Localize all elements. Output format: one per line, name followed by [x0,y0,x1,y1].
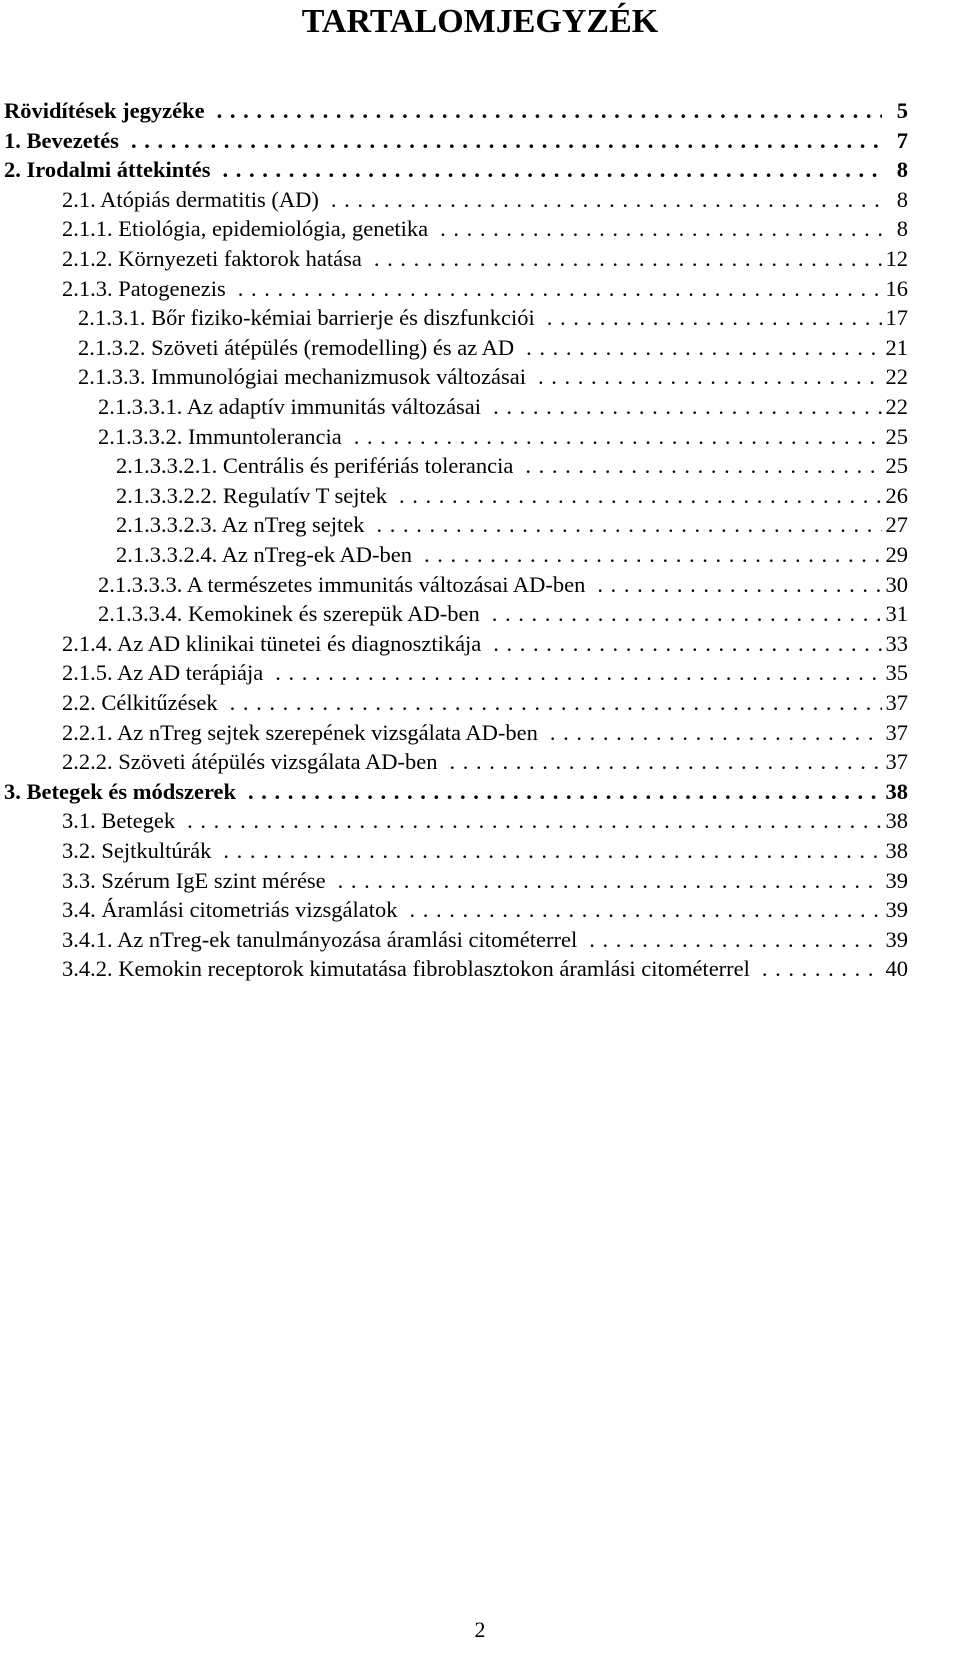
toc-entry[interactable] [78,362,908,392]
toc-entry-page: 17 [885,305,908,331]
toc-entry-label: 2.2. Célkitűzések [62,690,218,715]
dot-leader [410,895,882,925]
toc-entry-label: 2.1. Atópiás dermatitis (AD) [62,186,319,212]
toc-entry[interactable] [62,954,908,984]
dot-leader [338,866,882,896]
toc-entry-label: 2.1.3.3.2.3. Az nTreg sejtek [116,512,365,538]
toc-entry-page: 29 [885,542,908,567]
toc-entry-page: 8 [896,157,908,183]
toc-entry-label: 2.1.3.2. Szöveti átépülés (remodelling) és az AD [78,334,515,360]
toc-entry-label: 2.1.1. Etiológia, epidemiológia, genetika [62,216,429,242]
toc-entry-label: 2. Irodalmi áttekintés [4,157,211,183]
dot-leader [762,954,882,984]
toc-entry[interactable] [98,422,908,452]
dot-leader [248,777,881,807]
toc-entry[interactable] [62,688,908,718]
dot-leader [131,126,882,156]
toc-entry-page: 16 [885,275,908,301]
toc-entry-label: Rövidítések jegyzéke [4,98,205,123]
toc-entry-page: 12 [885,246,908,271]
toc-entry-label: 2.1.3.3.2.2. Regulatív T sejtek [116,482,388,508]
toc-entry-label: 2.1.3.3.2. Immuntolerancia [98,423,342,449]
toc-entry-label: 2.2.1. Az nTreg sejtek szerepének vizsgálata AD-ben [62,719,538,745]
dot-leader [331,185,882,215]
toc-entry[interactable] [62,185,908,215]
toc-entry-label: 3.4. Áramlási citometriás vizsgálatok [62,897,398,923]
toc-entry-page: 8 [896,216,908,242]
toc-entry-label: 2.1.3. Patogenezis [62,275,226,301]
dot-leader [187,806,881,836]
toc-entry-page: 7 [896,127,908,153]
toc-entry[interactable] [62,629,908,659]
toc-entry-page: 21 [885,334,908,360]
dot-leader [230,688,882,718]
dot-leader [597,570,881,600]
dot-leader [377,510,882,540]
toc-entry[interactable] [98,570,908,600]
dot-leader [217,96,882,126]
toc-entry-label: 2.1.3.1. Bőr fiziko-kémiai barrierje és diszfunkciói [78,305,535,331]
dot-leader [450,747,882,777]
toc-entry-label: 3.3. Szérum IgE szint mérése [62,867,326,893]
toc-entry[interactable] [62,274,908,304]
toc-entry-page: 25 [885,453,908,479]
toc-entry-label: 2.1.5. Az AD terápiája [62,660,264,686]
toc-entry[interactable] [62,718,908,748]
dot-leader [538,362,881,392]
toc-entry-label: 3.4.2. Kemokin receptorok kimutatása fibroblasztokon áramlási citométerrel [62,956,750,982]
dot-leader [238,274,882,304]
toc-entry[interactable] [62,895,908,925]
toc-entry-label: 2.1.3.3.3. A természetes immunitás változásai AD-ben [98,571,586,597]
toc-entry[interactable] [62,214,908,244]
toc-entry-page: 37 [885,690,908,715]
toc-entry-page: 40 [885,956,908,982]
dot-leader [424,540,881,570]
toc-entry-page: 30 [885,571,908,597]
toc-entry-page: 38 [885,838,908,863]
toc-entry-page: 22 [885,364,908,390]
toc-entry-label: 3.4.1. Az nTreg-ek tanulmányozása áramlási citométerrel [62,926,578,952]
toc-entry-label: 2.1.3.3.2.4. Az nTreg-ek AD-ben [116,542,413,567]
toc-entry-page: 39 [885,897,908,923]
dot-leader [547,303,882,333]
toc-entry-label: 3.1. Betegek [62,808,176,834]
toc-entry[interactable] [4,777,908,807]
toc-entry[interactable] [98,392,908,422]
toc-entry[interactable] [78,303,908,333]
toc-entry-page: 35 [885,660,908,686]
dot-leader [492,599,882,629]
toc-entry-page: 38 [885,808,908,834]
dot-leader [440,214,882,244]
dot-leader [354,422,882,452]
toc-entry-page: 31 [885,601,908,627]
toc-entry-label: 3. Betegek és módszerek [4,778,237,804]
toc-entry-page: 37 [885,749,908,775]
toc-entry-page: 8 [896,186,908,212]
dot-leader [589,925,881,955]
toc-entry-label: 2.1.3.3.1. Az adaptív immunitás változásai [98,394,482,419]
toc-entry[interactable] [62,806,908,836]
toc-entry[interactable] [78,333,908,363]
toc-entry[interactable] [62,836,908,866]
toc-entry[interactable] [116,481,908,511]
toc-entry-page: 37 [885,719,908,745]
toc-entry-page: 39 [885,867,908,893]
toc-entry[interactable] [4,96,908,126]
toc-entry-label: 2.1.4. Az AD klinikai tünetei és diagnosztikája [62,630,482,656]
toc-entry[interactable] [116,451,908,481]
page-title: TARTALOMJEGYZÉK [301,3,659,40]
toc-entry[interactable] [98,599,908,629]
toc-entry[interactable] [4,126,908,156]
toc-entry[interactable] [62,244,908,274]
toc-entry[interactable] [116,540,908,570]
dot-leader [222,155,882,185]
toc-entry-label: 2.1.3.3.4. Kemokinek és szerepük AD-ben [98,601,480,627]
toc-entry[interactable] [62,658,908,688]
dot-leader [493,392,881,422]
toc-entry[interactable] [62,747,908,777]
toc-entry-page: 27 [885,512,908,538]
dot-leader [493,629,881,659]
toc-entry-label: 2.2.2. Szöveti átépülés vizsgálata AD-ben [62,749,438,775]
toc-entry-label: 2.1.3.3.2.1. Centrális és perifériás tolerancia [116,453,514,479]
page-number: 2 [474,1617,486,1642]
toc-entry-page: 38 [885,778,908,804]
toc-entry-label: 2.1.3.3. Immunológiai mechanizmusok változásai [78,364,527,390]
dot-leader [374,244,882,274]
dot-leader [275,658,881,688]
toc-entry-page: 22 [885,394,908,419]
toc-entry-page: 5 [896,98,908,123]
dot-leader [223,836,881,866]
toc-entry-label: 2.1.2. Környezeti faktorok hatása [62,246,362,271]
toc-entry-page: 33 [885,630,908,656]
toc-entry-page: 26 [885,482,908,508]
toc-entry[interactable] [4,155,908,185]
toc-entry[interactable] [116,510,908,540]
toc-entry-page: 25 [885,423,908,449]
toc-entry-page: 39 [885,926,908,952]
toc-entry[interactable] [62,925,908,955]
toc-entry-label: 3.2. Sejtkultúrák [62,838,212,863]
dot-leader [399,481,881,511]
dot-leader [526,333,881,363]
toc-entry[interactable] [62,866,908,896]
toc-entry-label: 1. Bevezetés [4,127,119,153]
dot-leader [525,451,881,481]
dot-leader [550,718,882,748]
